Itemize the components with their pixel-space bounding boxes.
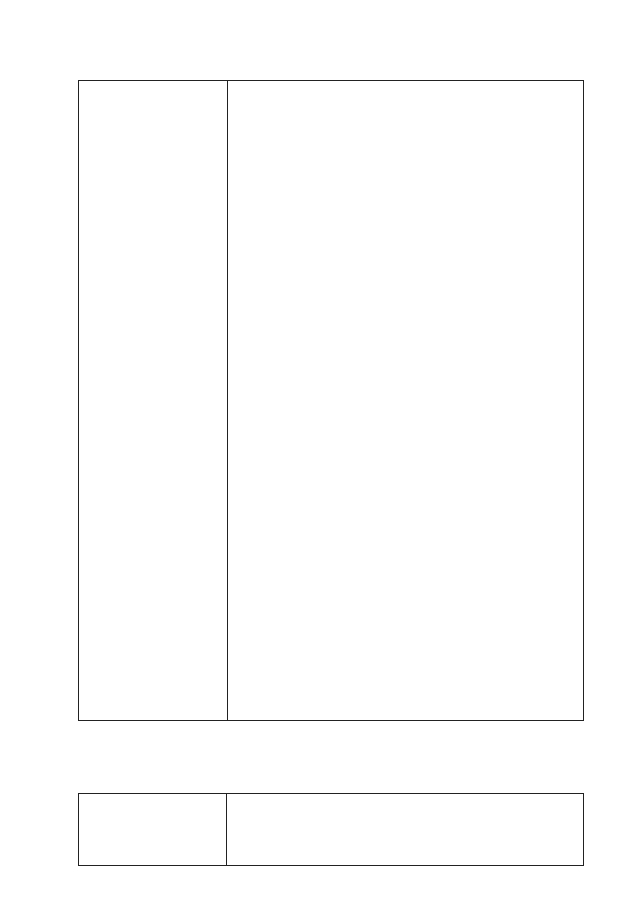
results-table-label-cell [79, 794, 227, 865]
budget-table-label-cell [79, 81, 228, 720]
budget-table-value-cell [228, 81, 583, 720]
results-table-value-cell [227, 794, 583, 865]
results-table [78, 793, 584, 866]
budget-table [78, 80, 584, 721]
